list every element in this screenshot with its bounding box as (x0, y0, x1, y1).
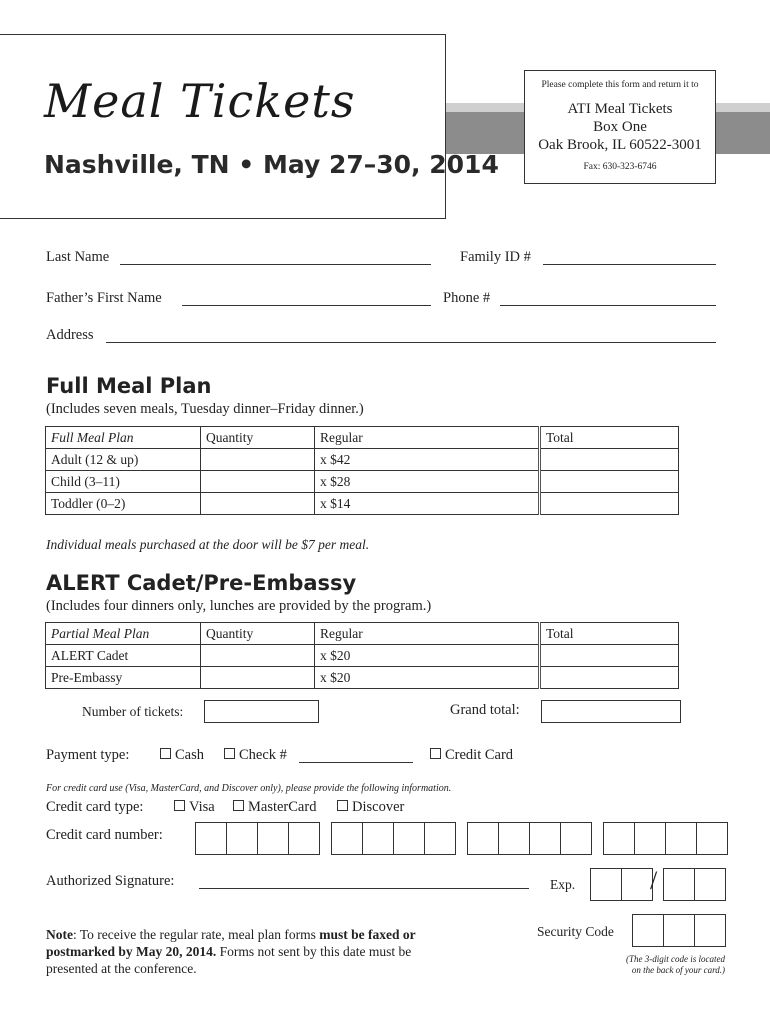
number-of-tickets-field[interactable] (204, 700, 319, 723)
security-code-field[interactable] (632, 914, 726, 947)
exp-month-field[interactable] (590, 868, 653, 901)
total-cell[interactable] (540, 645, 679, 667)
full-plan-table (45, 426, 679, 515)
phone-field[interactable] (500, 305, 716, 306)
row-label: Pre-Embassy (46, 667, 201, 689)
full-plan-subtitle: (Includes seven meals, Tuesday dinner–Friday dinner.) (46, 401, 364, 417)
note-lead: Note (46, 927, 73, 942)
family-id-label: Family ID # (460, 249, 531, 265)
last-name-field[interactable] (120, 264, 431, 265)
total-cell[interactable] (540, 449, 679, 471)
quantity-cell[interactable] (201, 449, 315, 471)
partial-plan-title: ALERT Cadet/Pre-Embassy (46, 571, 357, 595)
check-number-field[interactable] (299, 762, 413, 763)
authorized-signature-label: Authorized Signature: (46, 873, 175, 889)
door-price-note: Individual meals purchased at the door will be $7 per meal. (46, 537, 370, 552)
credit-card-number-label: Credit card number: (46, 827, 163, 843)
full-plan-title: Full Meal Plan (46, 374, 212, 398)
checkbox[interactable] (337, 800, 348, 811)
father-first-name-field[interactable] (182, 305, 431, 306)
return-line-3: Oak Brook, IL 60522-3001 (538, 137, 702, 153)
price-cell: x $28 (315, 471, 540, 493)
checkbox[interactable] (233, 800, 244, 811)
checkbox[interactable] (174, 800, 185, 811)
card-mastercard-option[interactable] (233, 799, 316, 816)
card-mastercard-label: MasterCard (248, 799, 317, 815)
partial-plan-table (45, 622, 679, 689)
col-header-regular: Regular (315, 427, 540, 449)
card-number-group-3[interactable] (467, 822, 592, 855)
note-text-1: : To receive the regular rate, meal plan forms (73, 927, 320, 942)
payment-type-label: Payment type: (46, 747, 130, 763)
total-cell[interactable] (540, 471, 679, 493)
col-header-total: Total (540, 623, 679, 645)
security-code-label: Security Code (537, 924, 614, 939)
security-note-line-1: (The 3-digit code is located (626, 954, 725, 964)
row-label: ALERT Cadet (46, 645, 201, 667)
quantity-cell[interactable] (201, 493, 315, 515)
table-row (46, 471, 679, 493)
address-label: Address (46, 327, 94, 343)
address-field[interactable] (106, 342, 716, 343)
return-address-box (524, 70, 716, 184)
card-number-group-4[interactable] (603, 822, 728, 855)
quantity-cell[interactable] (201, 667, 315, 689)
quantity-cell[interactable] (201, 645, 315, 667)
table-row (46, 493, 679, 515)
return-line-1: ATI Meal Tickets (567, 101, 673, 117)
page-title: Meal Tickets (44, 74, 356, 128)
father-first-name-label: Father’s First Name (46, 290, 162, 306)
table-row (46, 645, 679, 667)
exp-separator: / (650, 866, 658, 895)
card-visa-option[interactable] (174, 799, 215, 816)
row-label: Child (3–11) (46, 471, 201, 493)
price-cell: x $14 (315, 493, 540, 515)
grand-total-label: Grand total: (450, 702, 520, 718)
event-subtitle: Nashville, TN • May 27–30, 2014 (44, 150, 499, 179)
payment-credit-label: Credit Card (445, 747, 514, 763)
payment-check-label: Check # (239, 747, 287, 763)
note-bold: must be faxed or postmarked by May 20, 2014. (46, 927, 416, 959)
card-discover-option[interactable] (337, 799, 404, 816)
partial-plan-subtitle: (Includes four dinners only, lunches are provided by the program.) (46, 598, 432, 614)
return-instruction: Please complete this form and return it to (541, 80, 699, 90)
grand-total-field[interactable] (541, 700, 681, 723)
payment-cash-option[interactable] (160, 747, 204, 764)
credit-card-type-label: Credit card type: (46, 799, 144, 815)
total-cell[interactable] (540, 667, 679, 689)
deadline-note (46, 926, 466, 977)
col-header-regular: Regular (315, 623, 540, 645)
card-visa-label: Visa (189, 799, 215, 815)
return-line-2: Box One (593, 119, 647, 135)
exp-label: Exp. (550, 877, 576, 892)
table-header-row (46, 427, 679, 449)
total-cell[interactable] (540, 493, 679, 515)
checkbox[interactable] (224, 748, 235, 759)
card-number-group-1[interactable] (195, 822, 320, 855)
exp-year-field[interactable] (663, 868, 726, 901)
payment-cash-label: Cash (175, 747, 204, 763)
card-discover-label: Discover (352, 799, 405, 815)
authorized-signature-field[interactable] (199, 888, 529, 889)
number-of-tickets-label: Number of tickets: (82, 704, 184, 719)
security-code-note (590, 954, 725, 976)
price-cell: x $42 (315, 449, 540, 471)
table-row (46, 449, 679, 471)
note-text-2: Forms not sent by this date must be presented at the conference. (46, 944, 412, 976)
payment-check-option[interactable] (224, 747, 287, 764)
security-note-line-2: on the back of your card.) (631, 965, 725, 975)
col-header-plan: Partial Meal Plan (46, 623, 201, 645)
quantity-cell[interactable] (201, 471, 315, 493)
phone-label: Phone # (443, 290, 491, 306)
table-header-row (46, 623, 679, 645)
row-label: Adult (12 & up) (46, 449, 201, 471)
return-fax: Fax: 630-323-6746 (583, 162, 657, 172)
card-number-group-2[interactable] (331, 822, 456, 855)
price-cell: x $20 (315, 667, 540, 689)
credit-card-instruction: For credit card use (Visa, MasterCard, and Discover only), please provide the following information. (46, 783, 452, 794)
table-row (46, 667, 679, 689)
col-header-quantity: Quantity (201, 427, 315, 449)
family-id-field[interactable] (543, 264, 716, 265)
payment-credit-option[interactable] (430, 747, 513, 764)
col-header-plan: Full Meal Plan (46, 427, 201, 449)
col-header-total: Total (540, 427, 679, 449)
checkbox[interactable] (430, 748, 441, 759)
row-label: Toddler (0–2) (46, 493, 201, 515)
price-cell: x $20 (315, 645, 540, 667)
col-header-quantity: Quantity (201, 623, 315, 645)
last-name-label: Last Name (46, 249, 110, 265)
checkbox[interactable] (160, 748, 171, 759)
